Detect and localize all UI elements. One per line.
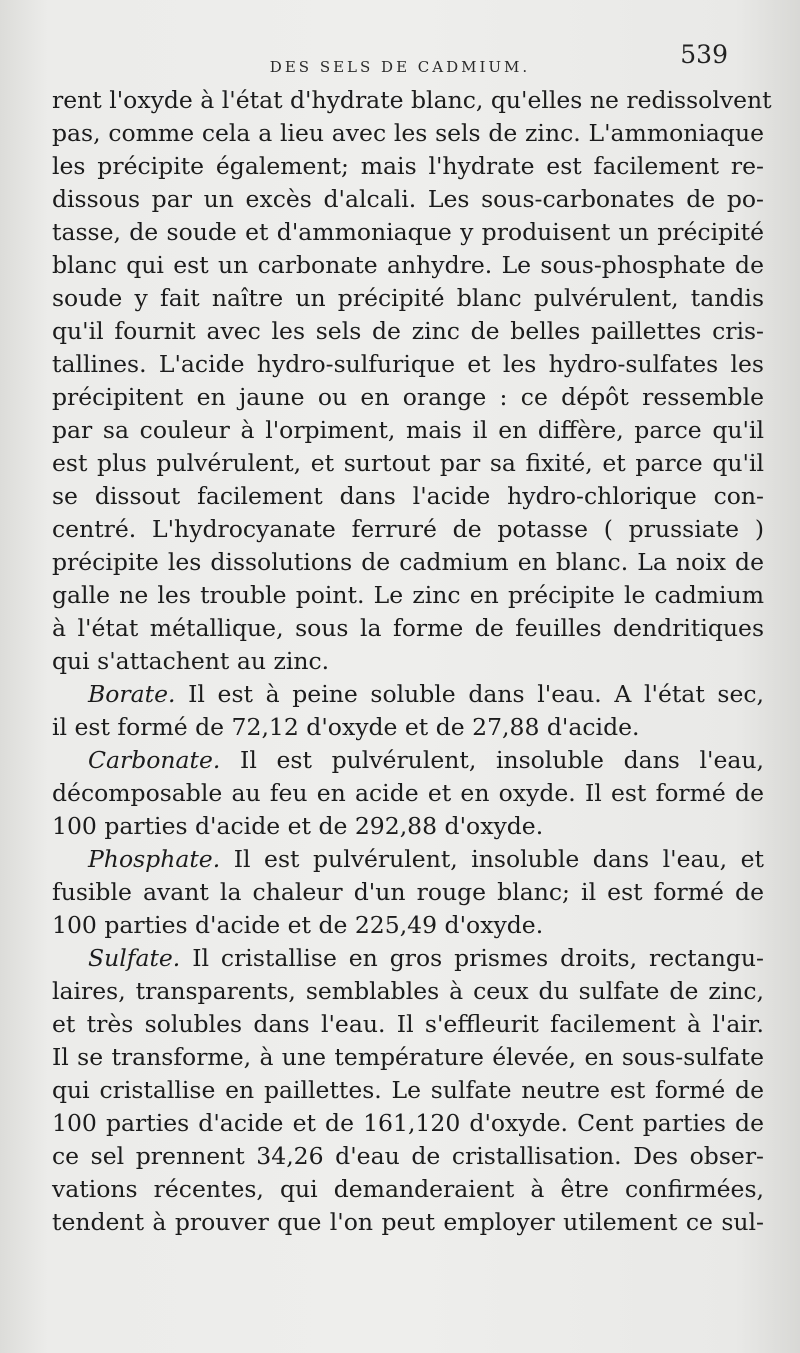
text-line: 100 parties d'acide et de 161,120 d'oxyde. Cent parties de <box>52 1109 764 1137</box>
text-line: fusible avant la chaleur d'un rouge blanc; il est formé de <box>52 878 764 906</box>
phosphate-term: Phosphate. <box>88 845 221 873</box>
borate-paragraph-line <box>52 678 764 711</box>
text-line: par sa couleur à l'orpiment, mais il en diffère, parce qu'il <box>52 416 764 444</box>
body-text <box>52 84 772 1239</box>
carbonate-term: Carbonate. <box>88 746 221 774</box>
text-line: précipite les dissolutions de cadmium en blanc. La noix de <box>52 548 764 576</box>
text-line: rent l'oxyde à l'état d'hydrate blanc, qu'elles ne redissolvent <box>52 86 772 114</box>
text-line: décomposable au feu en acide et en oxyde. Il est formé de <box>52 779 764 807</box>
sulfate-term: Sulfate. <box>88 944 181 972</box>
text-line: pas, comme cela a lieu avec les sels de zinc. L'ammoniaque <box>52 119 764 147</box>
text-line: laires, transparents, semblables à ceux du sulfate de zinc, <box>52 977 764 1005</box>
phosphate-text: Il est pulvérulent, insoluble dans l'eau, et <box>220 845 764 873</box>
text-line: il est formé de 72,12 d'oxyde et de 27,88 d'acide. <box>52 713 640 741</box>
phosphate-paragraph-line <box>52 843 764 876</box>
text-line: les précipite également; mais l'hydrate est facilement re- <box>52 152 764 180</box>
borate-term: Borate. <box>88 680 176 708</box>
text-line: tendent à prouver que l'on peut employer utilement ce sul- <box>52 1208 764 1236</box>
text-line: blanc qui est un carbonate anhydre. Le sous-phosphate de <box>52 251 764 279</box>
text-line: dissous par un excès d'alcali. Les sous-carbonates de po- <box>52 185 764 213</box>
running-title: DES SELS DE CADMIUM. <box>269 58 531 76</box>
text-line: soude y fait naître un précipité blanc pulvérulent, tandis <box>52 284 764 312</box>
carbonate-text: Il est pulvérulent, insoluble dans l'eau, <box>220 746 764 774</box>
text-line: Il se transforme, à une température élevée, en sous-sulfate <box>52 1043 764 1071</box>
text-line: tasse, de soude et d'ammoniaque y produisent un précipité <box>52 218 764 246</box>
carbonate-paragraph-line <box>52 744 764 777</box>
text-line: à l'état métallique, sous la forme de feuilles dendritiques <box>52 614 764 642</box>
text-line: qu'il fournit avec les sels de zinc de belles paillettes cris- <box>52 317 764 345</box>
text-line: et très solubles dans l'eau. Il s'effleurit facilement à l'air. <box>52 1010 764 1038</box>
text-line: centré. L'hydrocyanate ferruré de potasse ( prussiate ) <box>52 515 764 543</box>
text-line: ce sel prennent 34,26 d'eau de cristallisation. Des obser- <box>52 1142 764 1170</box>
text-line: tallines. L'acide hydro-sulfurique et les hydro-sulfates les <box>52 350 764 378</box>
borate-text: Il est à peine soluble dans l'eau. A l'état sec, <box>175 680 764 708</box>
text-line: 100 parties d'acide et de 292,88 d'oxyde. <box>52 812 544 840</box>
text-line: précipitent en jaune ou en orange : ce dépôt ressemble <box>52 383 764 411</box>
text-line: 100 parties d'acide et de 225,49 d'oxyde. <box>52 911 544 939</box>
sulfate-text: Il cristallise en gros prismes droits, rectangu- <box>180 944 764 972</box>
text-line: se dissout facilement dans l'acide hydro-chlorique con- <box>52 482 764 510</box>
text-line: qui cristallise en paillettes. Le sulfate neutre est formé de <box>52 1076 764 1104</box>
page-number: 539 <box>680 40 728 69</box>
text-line: vations récentes, qui demanderaient à être confirmées, <box>52 1175 764 1203</box>
text-line: galle ne les trouble point. Le zinc en précipite le cadmium <box>52 581 764 609</box>
text-line: est plus pulvérulent, et surtout par sa fixité, et parce qu'il <box>52 449 764 477</box>
text-line: qui s'attachent au zinc. <box>52 647 330 675</box>
sulfate-paragraph-line <box>52 942 764 975</box>
